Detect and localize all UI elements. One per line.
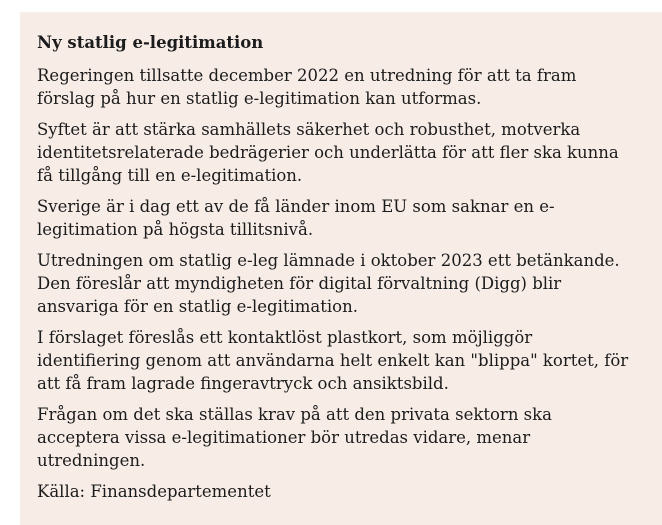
fact-box-paragraph: Utredningen om statlig e-leg lämnade i oktober 2023 ett betänkande. Den föreslår att myndigheten för digital förvaltning (Digg) blir ansvariga för en statlig e-legitimation. <box>37 251 620 316</box>
fact-box-source: Källa: Finansdepartementet <box>37 482 271 501</box>
fact-box-paragraph: I förslaget föreslås ett kontaktlöst plastkort, som möjliggör identifiering genom att användarna helt enkelt kan "blippa" kortet, för att få fram lagrade fingeravtryck och ansiktsbild. <box>37 328 629 393</box>
fact-box-title: Ny statlig e-legitimation <box>37 33 264 52</box>
fact-box <box>20 12 662 525</box>
fact-box-paragraph: Regeringen tillsatte december 2022 en utredning för att ta fram förslag på hur en statlig e-legitimation kan utformas. <box>37 66 577 108</box>
fact-box-paragraph: Syftet är att stärka samhällets säkerhet och robusthet, motverka identitetsrelaterade bedrägerier och underlätta för att fler ska kunna få tillgång till en e-legitimation. <box>37 120 619 185</box>
fact-box-paragraph: Frågan om det ska ställas krav på att den privata sektorn ska acceptera vissa e-legitimationer bör utredas vidare, menar utredningen. <box>37 405 552 470</box>
fact-box-paragraph: Sverige är i dag ett av de få länder inom EU som saknar en e-legitimation på högsta tillitsnivå. <box>37 197 555 239</box>
